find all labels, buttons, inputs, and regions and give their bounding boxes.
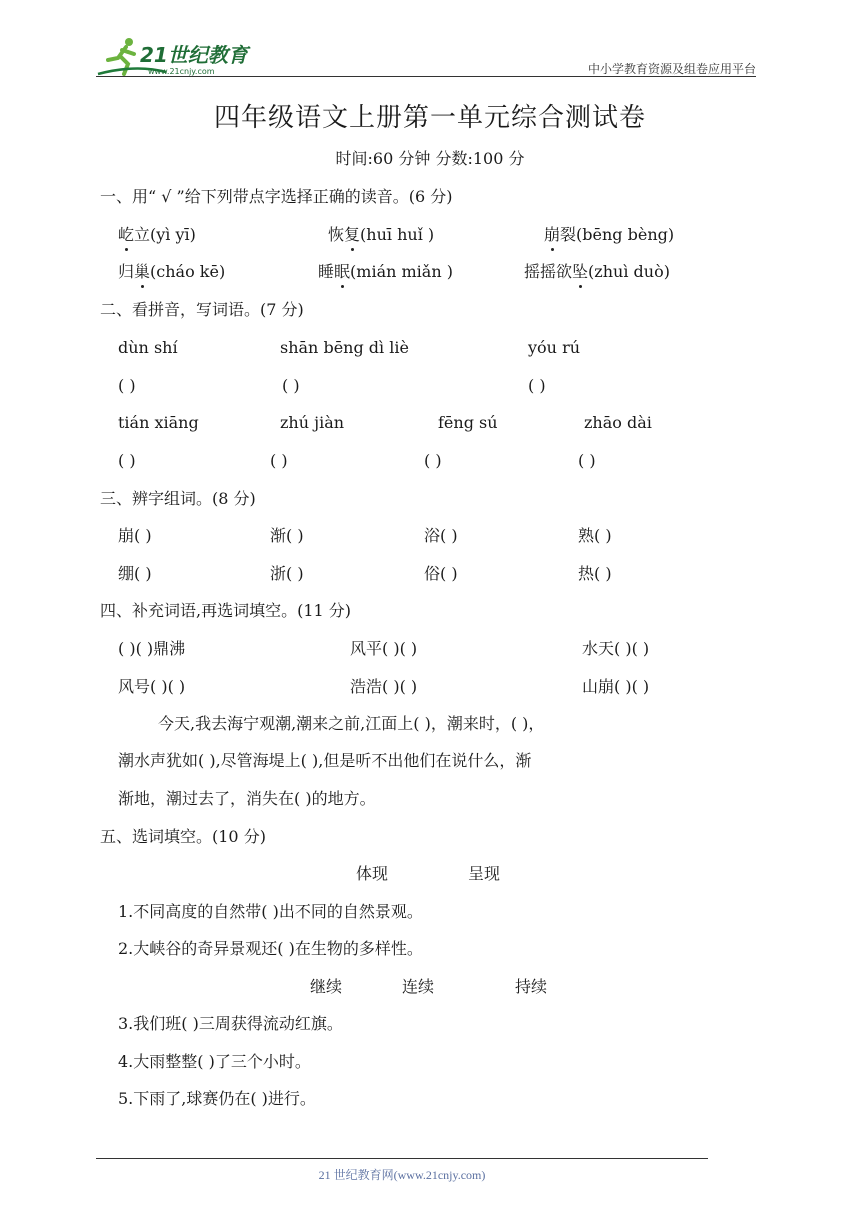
pinyin-prompt: yóu rú bbox=[528, 338, 581, 357]
answer-blank[interactable]: ( ) bbox=[270, 451, 288, 470]
section-1-heading: 一、用“ √ ”给下列带点字选择正确的读音。(6 分) bbox=[100, 187, 453, 206]
section-2-heading: 二、看拼音，写词语。(7 分) bbox=[100, 300, 304, 319]
word-option: 持续 bbox=[515, 977, 548, 996]
exam-info: 时间:60 分钟 分数:100 分 bbox=[335, 149, 525, 168]
pinyin-prompt: fēng sú bbox=[438, 413, 498, 432]
pinyin-choice: 归巢(cháo kē) bbox=[118, 262, 226, 281]
answer-blank[interactable]: ( ) bbox=[118, 451, 136, 470]
word-option: 呈现 bbox=[468, 864, 501, 883]
logo-text: 21世纪教育 bbox=[140, 43, 248, 67]
char-word-blank[interactable]: 浴( ) bbox=[424, 526, 458, 545]
passage-line: 今天,我去海宁观潮,潮来之前,江面上( )，潮来时，( )， bbox=[158, 714, 545, 733]
question-line: 4.大雨整整( )了三个小时。 bbox=[118, 1052, 311, 1071]
answer-blank[interactable]: ( ) bbox=[528, 376, 546, 395]
answer-blank[interactable]: ( ) bbox=[118, 376, 136, 395]
char-word-blank[interactable]: 崩( ) bbox=[118, 526, 152, 545]
pinyin-choice: 睡眠(mián miǎn ) bbox=[318, 262, 453, 281]
footer-text: 21 世纪教育网(www.21cnjy.com) bbox=[318, 1168, 486, 1182]
logo-url: www.21cnjy.com bbox=[148, 67, 215, 76]
char-word-blank[interactable]: 俗( ) bbox=[424, 564, 458, 583]
idiom-blank[interactable]: 浩浩( )( ) bbox=[350, 677, 418, 696]
idiom-blank[interactable]: 风平( )( ) bbox=[350, 639, 418, 658]
passage-line: 渐地，潮过去了，消失在( )的地方。 bbox=[118, 789, 376, 808]
char-word-blank[interactable]: 浙( ) bbox=[270, 564, 304, 583]
pinyin-prompt: tián xiāng bbox=[118, 413, 199, 432]
passage-line: 潮水声犹如( ),尽管海堤上( ),但是听不出他们在说什么，渐 bbox=[118, 751, 532, 770]
footer-divider bbox=[96, 1158, 708, 1159]
pinyin-prompt: shān bēng dì liè bbox=[280, 338, 409, 357]
header-slogan: 中小学教育资源及组卷应用平台 bbox=[587, 62, 756, 76]
question-line: 2.大峡谷的奇异景观还( )在生物的多样性。 bbox=[118, 939, 423, 958]
answer-blank[interactable]: ( ) bbox=[282, 376, 300, 395]
answer-blank[interactable]: ( ) bbox=[424, 451, 442, 470]
header-divider bbox=[96, 76, 756, 77]
pinyin-prompt: zhú jiàn bbox=[280, 413, 345, 432]
pinyin-choice: 崩裂(bēng bèng) bbox=[544, 225, 675, 244]
pinyin-choice: 屹立(yì yī) bbox=[118, 225, 196, 244]
char-word-blank[interactable]: 绷( ) bbox=[118, 564, 152, 583]
idiom-blank[interactable]: 山崩( )( ) bbox=[582, 677, 650, 696]
question-line: 3.我们班( )三周获得流动红旗。 bbox=[118, 1014, 343, 1033]
site-logo bbox=[96, 34, 266, 78]
idiom-blank[interactable]: ( )( )鼎沸 bbox=[118, 639, 186, 658]
page-title: 四年级语文上册第一单元综合测试卷 bbox=[213, 103, 646, 133]
answer-blank[interactable]: ( ) bbox=[578, 451, 596, 470]
pinyin-choice: 恢复(huī huǐ ) bbox=[328, 225, 435, 244]
word-option: 体现 bbox=[356, 864, 389, 883]
pinyin-prompt: zhāo dài bbox=[584, 413, 652, 432]
char-word-blank[interactable]: 熟( ) bbox=[578, 526, 612, 545]
question-line: 1.不同高度的自然带( )出不同的自然景观。 bbox=[118, 902, 423, 921]
word-option: 继续 bbox=[310, 977, 343, 996]
section-4-heading: 四、补充词语,再选词填空。(11 分) bbox=[100, 601, 352, 620]
section-3-heading: 三、辨字组词。(8 分) bbox=[100, 489, 256, 508]
word-option: 连续 bbox=[402, 977, 435, 996]
pinyin-choice: 摇摇欲坠(zhuì duò) bbox=[524, 262, 670, 281]
idiom-blank[interactable]: 水天( )( ) bbox=[582, 639, 650, 658]
question-line: 5.下雨了,球赛仍在( )进行。 bbox=[118, 1089, 316, 1108]
char-word-blank[interactable]: 渐( ) bbox=[270, 526, 304, 545]
pinyin-prompt: dùn shí bbox=[118, 338, 178, 357]
idiom-blank[interactable]: 风号( )( ) bbox=[118, 677, 186, 696]
char-word-blank[interactable]: 热( ) bbox=[578, 564, 612, 583]
section-5-heading: 五、选词填空。(10 分) bbox=[100, 827, 266, 846]
